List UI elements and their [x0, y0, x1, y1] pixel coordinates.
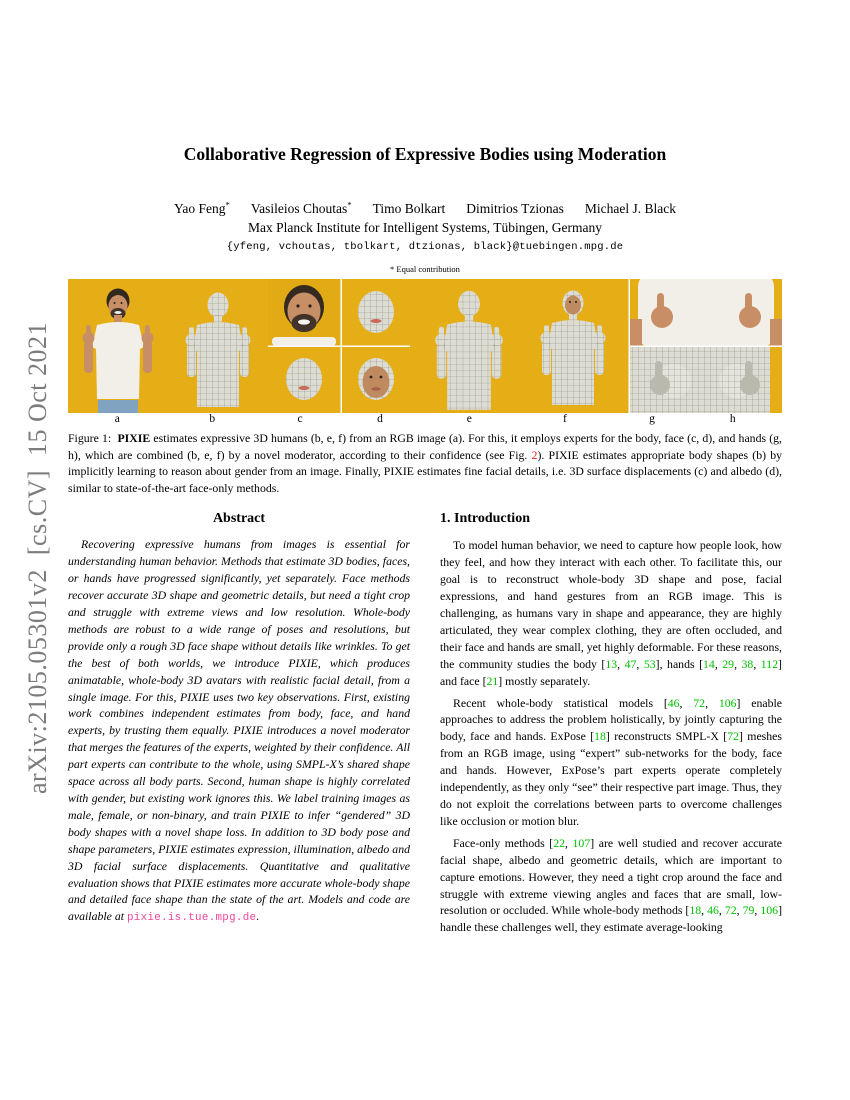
figure-1 — [68, 279, 782, 496]
citation-link[interactable]: 13 — [605, 656, 618, 671]
citation-link[interactable]: 53 — [643, 656, 656, 671]
citation-link[interactable]: 106 — [760, 903, 779, 918]
citation-link[interactable]: 72 — [724, 903, 737, 918]
citation-link[interactable]: 46 — [667, 695, 680, 710]
citation-link[interactable]: 21 — [486, 673, 499, 688]
text-segment-plain: , — [736, 903, 743, 918]
figure1-illustration — [68, 279, 782, 413]
text-segment-plain: , — [636, 656, 644, 671]
abstract-heading: Abstract — [212, 511, 266, 527]
text-segment-plain: Timo Bolkart — [372, 201, 446, 216]
equal-contribution-note: * Equal contribution — [390, 264, 460, 274]
text-segment-plain: Recent whole-body statistical models [ — [453, 695, 668, 710]
introduction-paragraph-3 — [440, 835, 782, 936]
text-segment-plain: , — [565, 835, 573, 850]
figure1-panel-label-a: a — [114, 413, 120, 425]
text-segment-plain: Michael J. Black — [584, 201, 677, 216]
text-segment-plain: ] handle these challenges well, they estimate average-looking — [440, 903, 783, 935]
author-emails[interactable]: {yfeng, vchoutas, tbolkart, dtzionas, black}@tuebingen.mpg.de — [226, 241, 624, 253]
text-segment-plain: , — [753, 656, 761, 671]
text-segment-plain: Recovering expressive humans from images is essential for understanding human behavior. Methods that estimate 3D bodies, faces, or hands have progressed significantly, yet separately. Face methods recover accurate 3D shape and geometric details, but need a tight crop and struggle with extreme views and low resolution. Whole-body methods are robust to a wide range of poses and resolutions, but provide only a rough 3D face shape without details like wrinkles. To get the best of both worlds, we introduce PIXIE, which produces animatable, whole-body 3D avatars with realistic facial detail, from a single image. For this, PIXIE uses two key observations. First, existing work combines independent estimates from body, face, and hand experts, by trusting them equally. PIXIE introduces a novel moderator that merges the features of the experts, weighted by their confidence. All part experts can contribute to the whole, using SMPL-X’s shared shape space across all body parts. Second, human shape is highly correlated with gender, but existing work ignores this. We label training images as male, female, or non-binary, and train PIXIE to infer “gendered” 3D body shapes with a novel shape loss. In addition to 3D body pose and shape parameters, PIXIE estimates expression, illumination, albedo and 3D facial surface displacements. Quantitative and qualitative evaluation shows that PIXIE estimates more accurate whole-body shape and detailed face shape than the state of the art. Models and code are available at — [68, 537, 410, 924]
text-segment-plain: ] are well studied and recover accurate facial shape, albedo and geometric details, which are important to capture emotions. However, they need a tight crop around the face and struggle with extreme viewing angles and faces that are small, low-resolution or occluded. While whole-body methods [ — [440, 835, 782, 918]
citation-link[interactable]: 107 — [572, 835, 591, 850]
text-segment-plain: , — [754, 903, 761, 918]
text-segment-plain: To model human behavior, we need to capture how people look, how they feel, and how they interact with each other. To facilitate this, our goal is to reconstruct whole-body 3D shape and pose, facial expressions, and hand gestures from an RGB image. This is challenging, as humans vary in shape and appearance, they are highly articulated, they wear complex clothing, they are often occluded, and their face and hands are small, yet highly deformable. For these reasons, the community studies the body [ — [440, 538, 782, 671]
citation-link[interactable]: 47 — [624, 656, 637, 671]
text-segment-plain: , — [701, 903, 708, 918]
text-segment-plain: ] and face [ — [440, 656, 782, 688]
figure1-panel-label-g: g — [649, 413, 655, 425]
citation-link[interactable]: 22 — [553, 835, 565, 850]
text-segment-plain: ], hands [ — [655, 656, 704, 671]
text-segment-sup: * — [225, 199, 230, 210]
arxiv-watermark: arXiv:2105.05301v2 [cs.CV] 15 Oct 2021 — [23, 321, 52, 795]
introduction-paragraph-2 — [440, 695, 782, 830]
two-column-body — [68, 511, 782, 941]
text-segment-plain: , — [718, 903, 725, 918]
figure1-image-strip — [68, 279, 782, 413]
text-segment-plain: , — [617, 656, 625, 671]
text-segment-plain: Vasileios Choutas — [250, 201, 348, 216]
citation-link[interactable]: 72 — [693, 695, 706, 710]
text-segment-plain: , — [714, 656, 723, 671]
paper-title: Collaborative Regression of Expressive Bodies using Moderation — [183, 144, 667, 164]
figure1-panel-label-e: e — [466, 413, 472, 425]
citation-link[interactable]: 29 — [722, 656, 735, 671]
citation-link[interactable]: 106 — [718, 695, 737, 710]
text-segment-plain: ] enable approaches to address the problem holistically, by jointly capturing the body, face and hands. ExPose [ — [440, 695, 782, 744]
author-line — [68, 201, 782, 217]
affiliation: Max Planck Institute for Intelligent Systems, Tübingen, Germany — [247, 220, 603, 235]
figure1-panel-labels — [68, 413, 782, 428]
text-segment-plain: ] reconstructs SMPL-X [ — [605, 729, 728, 744]
citation-link[interactable]: 18 — [594, 729, 606, 744]
abstract-text — [68, 536, 410, 927]
text-segment-plain: , — [679, 695, 694, 710]
text-segment-plain: , — [734, 656, 742, 671]
right-column — [440, 511, 782, 941]
citation-link[interactable]: 72 — [727, 729, 739, 744]
text-segment-plain: Face-only methods [ — [453, 835, 554, 850]
text-segment-plain: Dimitrios Tzionas — [466, 201, 564, 216]
text-segment-plain: Yao Feng — [173, 201, 226, 216]
figure1-panel-label-h: h — [729, 413, 736, 425]
figure1-panel-label-d: d — [377, 413, 383, 425]
figure1-caption — [68, 430, 782, 496]
citation-link[interactable]: 46 — [707, 903, 719, 918]
url-link[interactable]: pixie.is.tue.mpg.de — [126, 912, 257, 925]
text-segment-sup: * — [347, 199, 352, 210]
text-segment-plain: Figure 1: — [68, 431, 118, 445]
figure-reference[interactable]: 2 — [531, 447, 538, 462]
text-segment-plain: ). PIXIE estimates appropriate body shapes (b) by implicitly learning to reason about gender from an image. Finally, PIXIE estimates fine facial details, i.e. 3D surface displacements (c) and albedo (d), similar to state-of-the-art face-only methods. — [68, 447, 783, 495]
figure1-panel-gh-hands-photo-and-mesh — [629, 279, 783, 413]
figure1-panel-label-c: c — [297, 413, 303, 425]
citation-link[interactable]: 18 — [689, 903, 702, 918]
text-segment-plain: , — [705, 695, 719, 710]
text-segment-plain: ] mostly separately. — [498, 673, 591, 688]
text-segment-plain: estimates expressive 3D humans (b, e, f) from an RGB image (a). For this, it employs experts for the body, face (c, d), and hands (g, h), which are combined (b, e, f) by a novel moderator, according to their confidence (see Fig. — [68, 431, 782, 462]
introduction-paragraph-1 — [440, 537, 782, 689]
figure1-panel-label-b: b — [209, 413, 216, 425]
citation-link[interactable]: 112 — [760, 656, 779, 671]
paper-content — [68, 0, 782, 941]
citation-link[interactable]: 14 — [703, 656, 715, 671]
citation-link[interactable]: 79 — [742, 903, 755, 918]
figure1-panel-label-f: f — [563, 413, 567, 425]
left-column — [68, 511, 410, 941]
text-segment-plain: . — [256, 909, 260, 924]
citation-link[interactable]: 38 — [741, 656, 754, 671]
introduction-heading: 1. Introduction — [440, 511, 530, 527]
text-segment-bold: PIXIE — [117, 431, 151, 445]
text-segment-plain: ] meshes from an RGB image, using “expert” sub-networks for the body, face and hands. However, ExPose’s part experts operate completely independently, as they only “see” their respective part image. Thus, they do not exploit the correlations between parts to overcome challenges like occlusion or motion blur. — [440, 729, 783, 828]
